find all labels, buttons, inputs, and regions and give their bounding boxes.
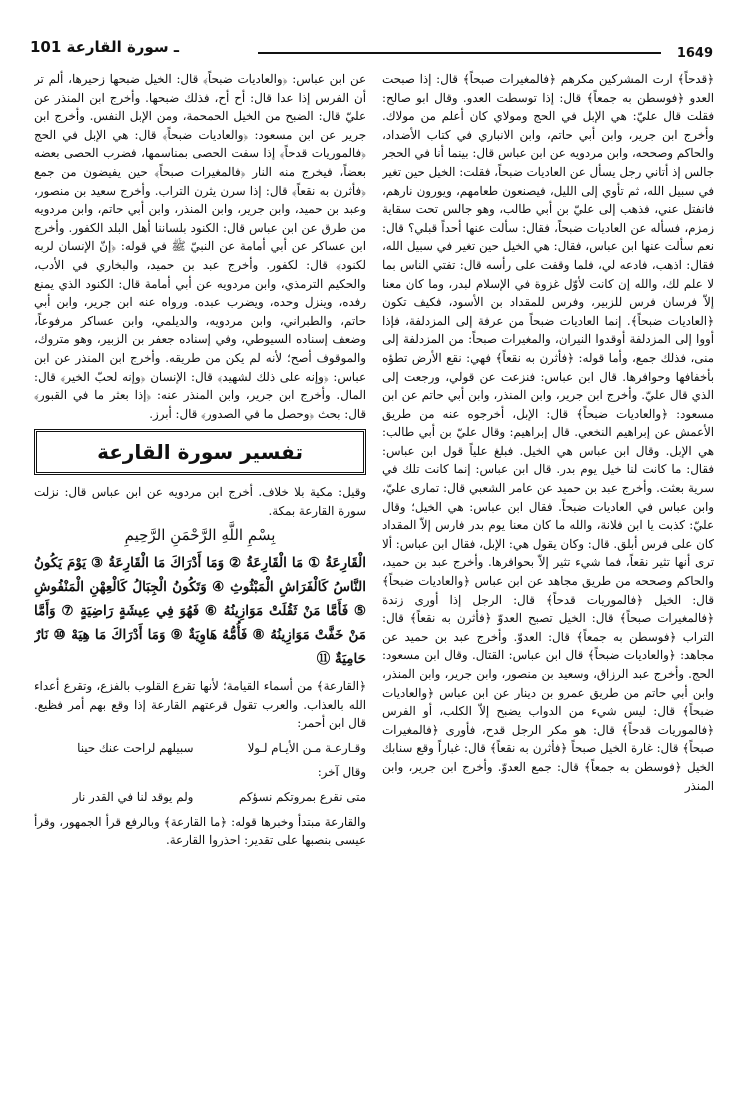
commentary-text: ﴿القارعة﴾ من أسماء القيامة؛ لأنها تقرع القلوب بالفزع، وتقرع أعداء الله بالعذاب. والعرب تقول قرعتهم القارعة إذا وقع بهم أمر فظيع. قال ابن أحمر:	[34, 679, 366, 731]
poem-line-2	[34, 788, 366, 807]
right-column	[382, 70, 714, 1070]
basmala: بِسْمِ اللَّهِ الرَّحْمَنِ الرَّحِيمِ	[124, 526, 276, 545]
page-header	[30, 38, 713, 64]
surah-intro: وقيل: مكية بلا خلاف. أخرج ابن مردويه عن ابن عباس قال: نزلت سورة القارعة بمكة.	[34, 485, 366, 518]
poem-line-1	[34, 739, 366, 758]
poem-intro: وقال آخر:	[317, 765, 366, 780]
poem-hemistich-b: ولم يوقد لنا في القدر نار	[72, 790, 194, 805]
poem-hemistich-a: وقـارعـة مـن الأيـام لـولا	[247, 740, 366, 755]
poem-hemistich-b: سبيلهم لراحت عنك حينا	[77, 740, 194, 755]
section-title: تفسير سورة القارعة	[34, 429, 366, 475]
header-rule	[258, 52, 661, 54]
left-column	[34, 70, 366, 1070]
right-column-text: ﴿قدحاً﴾ ارت المشركين مكرهم ﴿فالمغيرات صبحاً﴾ قال: إذا صبحت العدو ﴿فوسطن به جمعاً﴾ قال: إذا توسطت العدو. وقال ابو صالح: فقلت قال عليّ: هي الإبل في الحج ومولاي كان أعلم من مولاك. وأخرج ابن جرير، وابن أبي حاتم، وابن الانباري في كتاب الأضداد، والحاكم وصححه، وابن مردويه عن ابن عباس قال: بينما أنا في الحجر جالس إذ أتاني رجل يسأل عن العاديات ضبحاً، فقلت: الخيل حين تغير في سبيل الله، ثم تأوي إلى الليل، فيصنعون طعامهم، ويورون نارهم، فانفتل عني، فذهب إلى عليّ بن أبي طالب، وهو جالس تحت سقاية زمزم، فسأله عن العاديات ضبحاً، فقال: سألت عنها أحداً قبلي؟ قال: نعم سألت عنها ابن عباس، فقال: هي الخيل حين تغير في سبيل الله، فقال: اذهب، فادعه لي، فلما وقفت على رأسه قال: تفتي الناس بما لا علم لك، والله إن كانت لأوّل غزوة في الإسلام لبدر، وما كان معنا إلاّ فرسان فرس للزبير، وفرس للمقداد بن الأسود، فكيف تكون ﴿العاديات ضبحاً﴾. إنما العاديات ضبحاً من عرفة إلى المزدلفة، فإذا أووا إلى المزدلفة أوقدوا النيران، والمغيرات صبحاً: من المزدلفة إلى منى، فذلك جمع، وأما قوله: ﴿فأثرن به نقعاً﴾ فهي: نقع الأرض تطؤه بأخفافها وحوافرها. قال ابن عباس: فنزعت عن قولي، ورجعت إلى الذي قال عليّ. وأخرج ابن جرير، وابن المنذر، وابن أبي حاتم عن ابن مسعود: ﴿والعاديات ضبحاً﴾ قال: الإبل، أخرجوه عنه من طريق الأعمش عن إبراهيم النخعي. قال إبراهيم: وقال عليّ بن أبي طالب: هي الإبل. وقال ابن عباس هي الخيل. فبلغ علياً قول ابن عباس: فقال: ما كانت لنا خيل يوم بدر. قال ابن عباس: إنما كانت تلك في سرية بعثت. وأخرج عبد بن حميد عن عامر الشعبي قال: تمارى عليّ، وابن عباس في العاديات ضبحاً. فقال ابن عباس: هي الخيل؛ وقال عليّ: كذبت يا ابن فلانة، والله ما كان معنا يوم بدر فارس إلاّ المقداد كان على فرس أبلق. قال: وكان يقول هي: الإبل، فقال ابن عباس: ألا ترى أنها تثير نقعاً، فما شيء تثير إلاّ بحوافرها. وأخرج عبد بن حميد، والحاكم وصححه من طريق مجاهد عن ابن عباس ﴿والعاديات ضبحاً﴾ قال: الخيل ﴿فالموريات قدحاً﴾ قال: الرجل إذا أورى زندة ﴿فالمغيرات صبحاً﴾ قال: الخيل تصبح العدوّ ﴿فأثرن به نقعاً﴾ قال: التراب ﴿فوسطن به جمعاً﴾ قال: العدوّ. وأخرج عبد بن حميد عن مجاهد: ﴿والعاديات ضبحاً﴾ قال ابن عباس: القتال. وقال ابن مسعود: الحج. وأخرج عبد الرزاق، وسعيد بن منصور، وابن جرير، وابن المنذر، وابن أبي حاتم من طريق عمرو بن دينار عن ابن عباس ﴿والعاديات ضبحاً﴾ قال: ليس شيء من الدواب يضبح إلاّ الكلب، أو الفرس ﴿فالموريات قدحاً﴾ قال: هو مكر الرجل قدح، فأورى ﴿فالمغيرات صبحاً﴾ قال: غارة الخيل صبحاً ﴿فأثرن به نقعاً﴾ قال: غباراً وقع سنابك الخيل ﴿فوسطن به جمعاً﴾ قال: جمع العدوّ. وأخرج ابن جرير، وابن المنذر	[382, 72, 714, 793]
left-column-top-text: عن ابن عباس: ﴿والعاديات ضبحاً﴾ قال: الخيل ضبحها زحيرها، ألم تر أن الفرس إذا عدا قال: أح أح، فذلك ضبحها. وأخرج ابن المنذر عن عليّ قال: الضبح من الخيل الحمحمة، ومن الإبل النفس. وأخرج ابن جرير عن ابن مسعود: ﴿والعاديات ضبحاً﴾ قال: هي الإبل في الحج ﴿فالموريات قدحاً﴾ إذا سفت الحصى بمناسمها، فضرب الحصى بعضه بعضاً، فيخرج منه النار ﴿فالمغيرات صبحاً﴾ حين يفيضون من جمع ﴿فأثرن به نقعاً﴾ قال: إذا سرن يثرن التراب. وأخرج سعيد بن منصور، وعبد بن حميد، وابن جرير، وابن المنذر، وابن أبي حاتم، وابن مردويه من طرق عن ابن عباس قال: الكنود بلساننا أهل البلد الكفور. وأخرج ابن عساكر عن أبي أمامة عن النبيّ ﷺ في قوله: ﴿إنّ الإنسان لربه لكنود﴾ قال: لكفور. وأخرج عبد بن حميد، والبخاري في الأدب، والحكيم الترمذي، وابن مردويه عن أبي أمامة قال: الكنود الذي يمنع رفده، وينزل وحده، ويضرب عبده. ورواه عنه ابن جرير، وابن أبي حاتم، والطبراني، وابن مردويه، والديلمي، وابن عساكر مرفوعاً، وضعف إسناده السيوطي، وفي إسناده جعفر بن الزبير، وهو متروك، والموقوف أصح؛ لأنه لم يكن من طريقه. وأخرج ابن المنذر عن ابن عباس: ﴿وإنه على ذلك لشهيد﴾ قال: الإنسان ﴿وإنه لحبّ الخير﴾ قال: المال. وأخرج ابن جرير، وابن المنذر عنه: ﴿إذا بعثر ما في القبور﴾ قال: بحث ﴿وحصل ما في الصدور﴾ قال: أبرز.	[34, 72, 366, 421]
page-number: 1649	[676, 46, 713, 61]
poem-hemistich-a: متى نقرع بمروتكم نسؤكم	[238, 790, 366, 805]
quran-verses: الْقَارِعَةُ ① مَا الْقَارِعَةُ ② وَمَا أَدْرَاكَ مَا الْقَارِعَةُ ③ يَوْمَ يَكُونُ النَّاسُ كَالْفَرَاشِ الْمَبْثُوثِ ④ وَتَكُونُ الْجِبَالُ كَالْعِهْنِ الْمَنْفُوشِ ⑤ فَأَمَّا مَنْ ثَقُلَتْ مَوَازِينُهُ ⑥ فَهُوَ فِي عِيشَةٍ رَاضِيَةٍ ⑦ وَأَمَّا مَنْ خَفَّتْ مَوَازِينُهُ ⑧ فَأُمُّهُ هَاوِيَةٌ ⑨ وَمَا أَدْرَاكَ مَا هِيَهْ ⑩ نَارٌ حَامِيَةٌ ⑪	[34, 555, 366, 668]
running-title: 101 ـ سورة القارعة	[30, 38, 179, 56]
closing-text: والقارعة مبتدأ وخبرها قوله: ﴿ما القارعة﴾ وبالرفع قرأ الجمهور، وقرأ عيسى بنصبها على تقدير: احذروا القارعة.	[34, 814, 366, 848]
